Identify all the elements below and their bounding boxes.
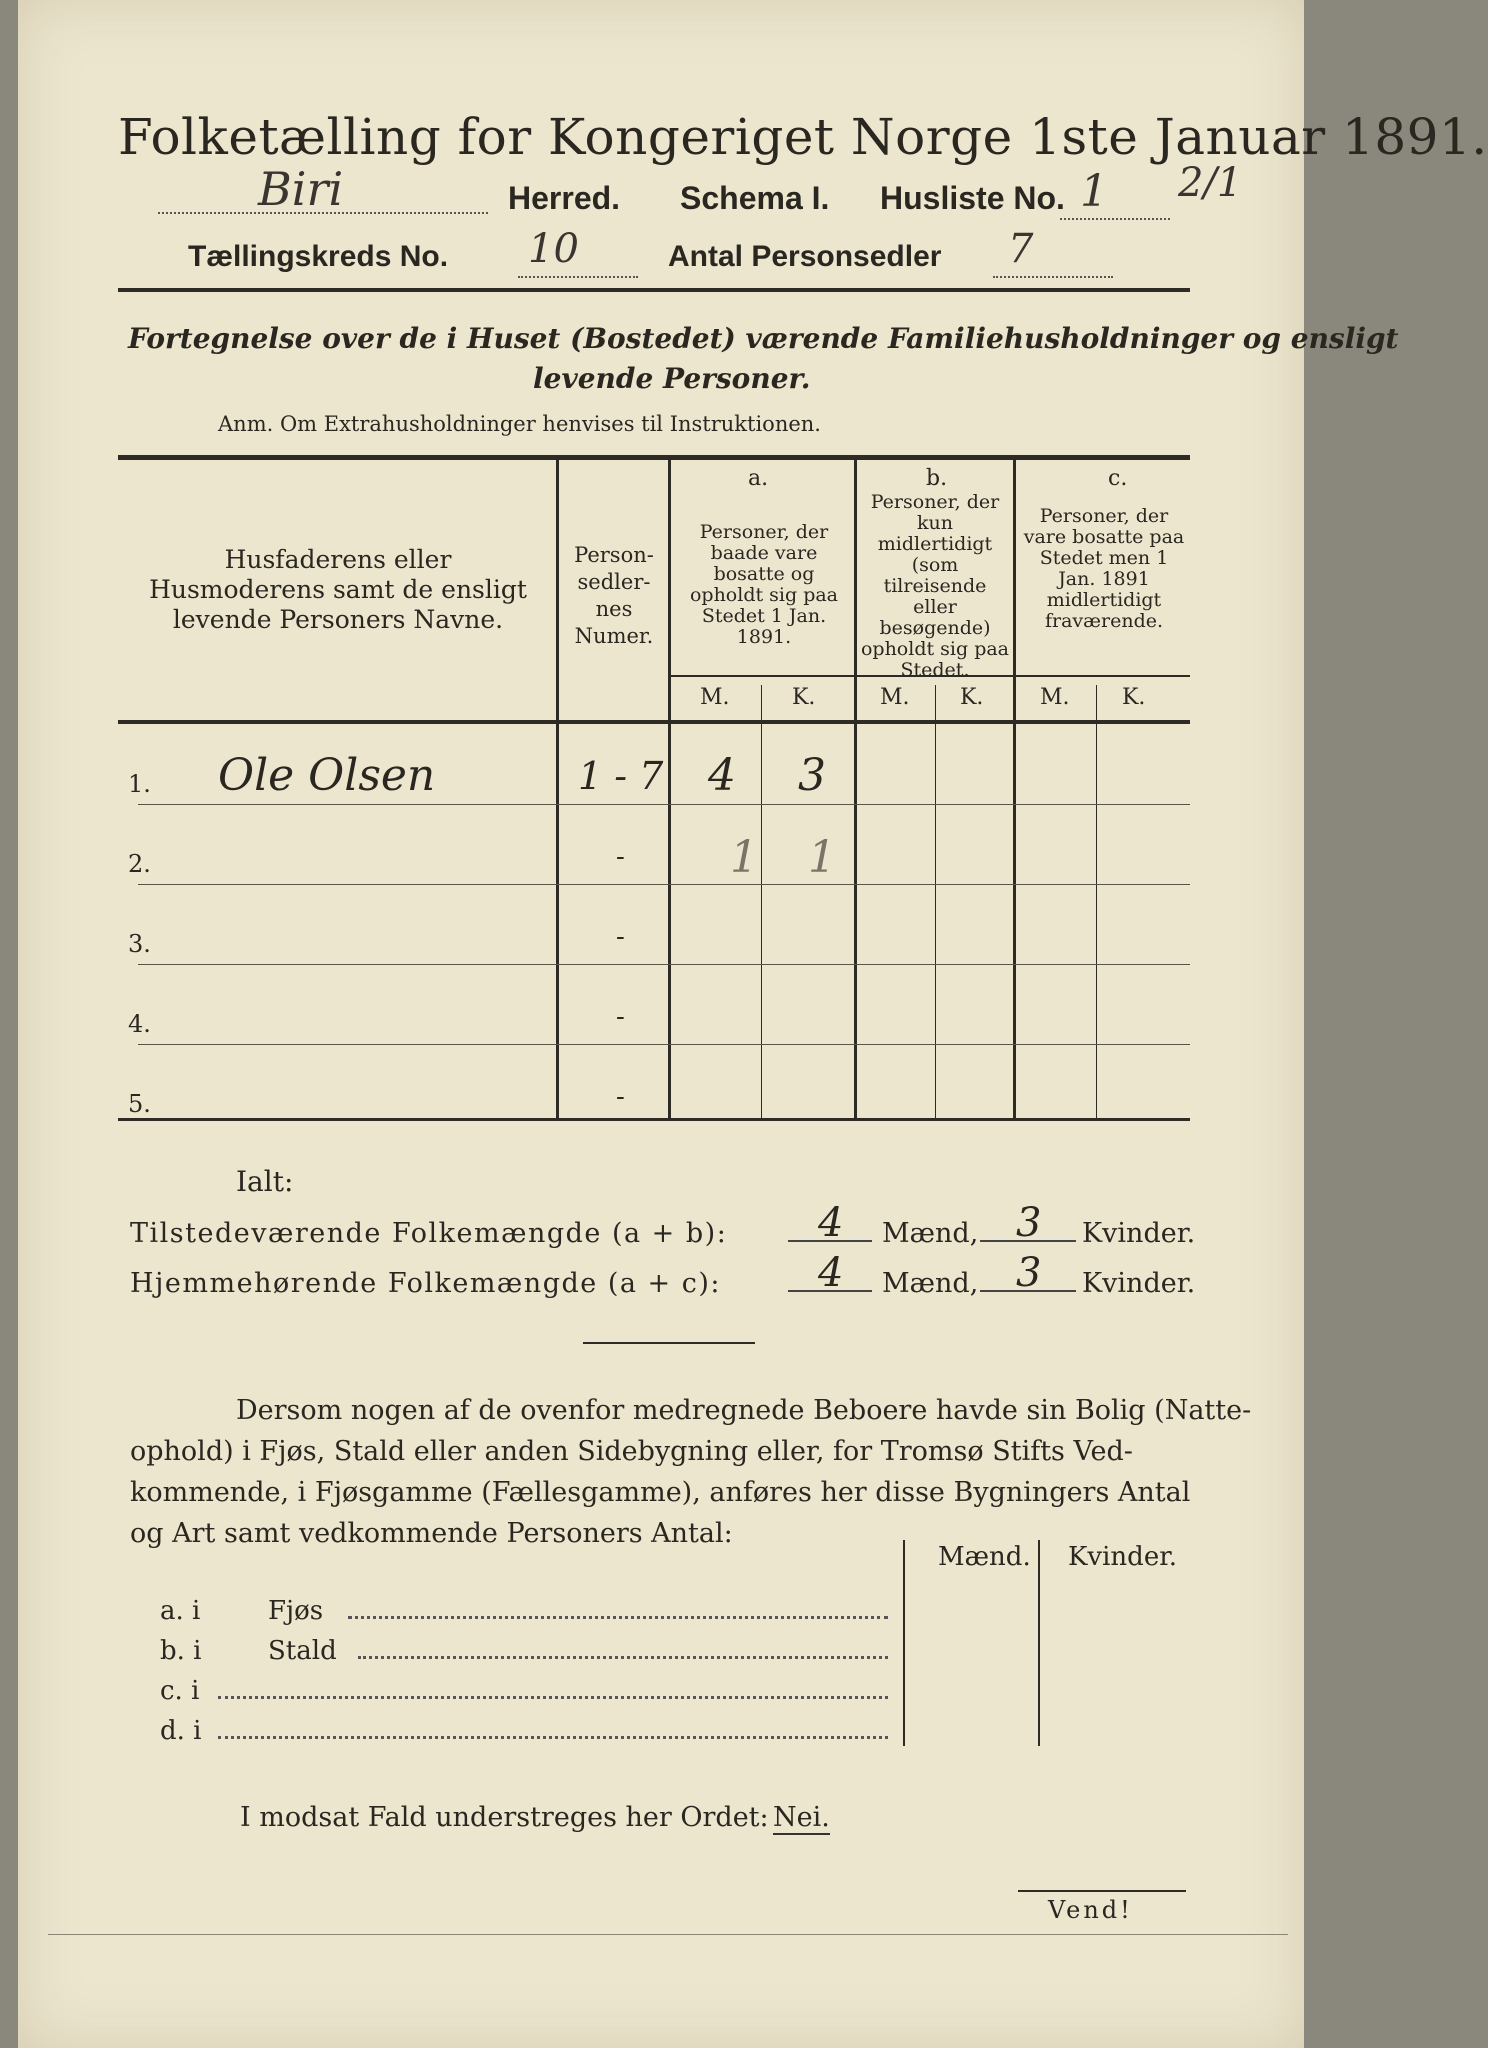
present-kvinder: Kvinder. [1082,1218,1196,1249]
bygning-divider-2 [1038,1540,1040,1746]
intro-line-1: Fortegnelse over de i Huset (Bostedet) værende Familiehusholdninger og ensligt [128,322,1399,355]
herred-label: Herred. [508,180,621,216]
row-number: 5. [128,1090,151,1118]
antal-label: Antal Personsedler [668,240,942,273]
schema-label: Schema I. [680,180,830,216]
col-b-m: M. [880,685,910,710]
item-letter: a. i [160,1596,201,1626]
row-person-numbers: 1 - 7 [578,754,664,798]
bygning-line-1: Dersom nogen af de ovenfor medregnede Beboere havde sin Bolig (Natte- [236,1395,1252,1426]
item-letter: c. i [160,1676,200,1706]
row-a-k: 1 [808,832,836,883]
col-a-k: K. [792,685,816,710]
bygning-line-4: og Art samt vedkommende Personers Antal: [130,1518,733,1549]
resident-k: 3 [1016,1250,1042,1296]
col-c-letter: c. [1108,466,1128,491]
col-header-a: Personer, der baade vare bosatte og opholdt sig paa Stedet 1 Jan. 1891. [689,521,839,648]
kreds-value: 10 [528,226,579,272]
present-label: Tilstedeværende Folkemængde (a + b): [130,1218,728,1249]
present-k: 3 [1016,1200,1042,1246]
bygning-line-2: ophold) i Fjøs, Stald eller anden Sidebygning eller, for Tromsø Stifts Ved- [130,1436,1133,1467]
col-c-m: M. [1040,685,1070,710]
item-label: Fjøs [268,1596,324,1626]
present-maend: Mænd, [882,1218,979,1249]
row-a-m: 4 [708,750,736,801]
col-a-letter: a. [748,466,769,491]
resident-kvinder: Kvinder. [1082,1268,1196,1299]
husliste-extra: 2/1 [1178,160,1243,206]
bygning-divider-1 [903,1540,905,1746]
herred-field [158,162,488,216]
husliste-label: Husliste No. [880,180,1065,216]
row-number: 3. [128,930,151,958]
col-header-c: Personer, der vare bosatte paa Stedet men 1 Jan. 1891 midlertidigt fraværende. [1023,505,1185,632]
row-a-m: 1 [730,832,758,883]
row-person-numbers: - [616,1082,625,1112]
row-number: 4. [128,1010,151,1038]
col-b-k: K. [960,685,984,710]
bygning-line-3: kommende, i Fjøsgamme (Fællesgamme), anføres her disse Bygningers Antal [130,1477,1191,1508]
husliste-value: 1 [1080,166,1108,217]
herred-value: Biri [258,162,344,216]
resident-maend: Mænd, [882,1268,979,1299]
resident-label: Hjemmehørende Folkemængde (a + c): [130,1268,721,1299]
col-header-number: Person-sedler-nes Numer. [574,543,654,648]
col-c-k: K. [1122,685,1146,710]
col-header-b: Personer, der kun midlertidigt (som tilreisende eller besøgende) opholdt sig paa Stedet. [860,491,1010,681]
item-letter: b. i [160,1636,202,1666]
section-divider [583,1342,755,1344]
row-person-numbers: - [616,922,625,952]
vend-label: Vend! [1048,1896,1133,1924]
col-b-letter: b. [926,466,948,491]
row-a-k: 3 [798,750,826,801]
row-number: 1. [128,770,151,798]
ialt-label: Ialt: [236,1165,294,1198]
row-person-numbers: - [616,1002,625,1032]
antal-value: 7 [1008,226,1034,272]
kreds-label: Tællingskreds No. [188,240,449,273]
col-a-m: M. [700,685,730,710]
form-title: Folketælling for Kongeriget Norge 1ste Januar 1891. [118,108,1488,166]
bygning-kvinder-header: Kvinder. [1068,1542,1178,1572]
col-header-name: Husfaderens eller Husmoderens samt de ensligt levende Personers Navne. [149,545,527,634]
item-letter: d. i [160,1716,202,1746]
row-name: Ole Olsen [218,750,436,801]
present-m: 4 [818,1200,844,1246]
item-label: Stald [268,1636,337,1666]
census-form-page [18,0,1488,2048]
bygning-maend-header: Mænd. [938,1542,1031,1572]
row-number: 2. [128,850,151,878]
anm-note: Anm. Om Extrahusholdninger henvises til Instruktionen. [218,412,821,436]
row-person-numbers: - [616,842,625,872]
modsat-text: I modsat Fald understreges her Ordet: [240,1802,769,1833]
nei-word: Nei. [773,1802,830,1833]
resident-m: 4 [818,1250,844,1296]
header-divider [118,288,1190,292]
intro-line-2: levende Personer. [533,362,811,395]
